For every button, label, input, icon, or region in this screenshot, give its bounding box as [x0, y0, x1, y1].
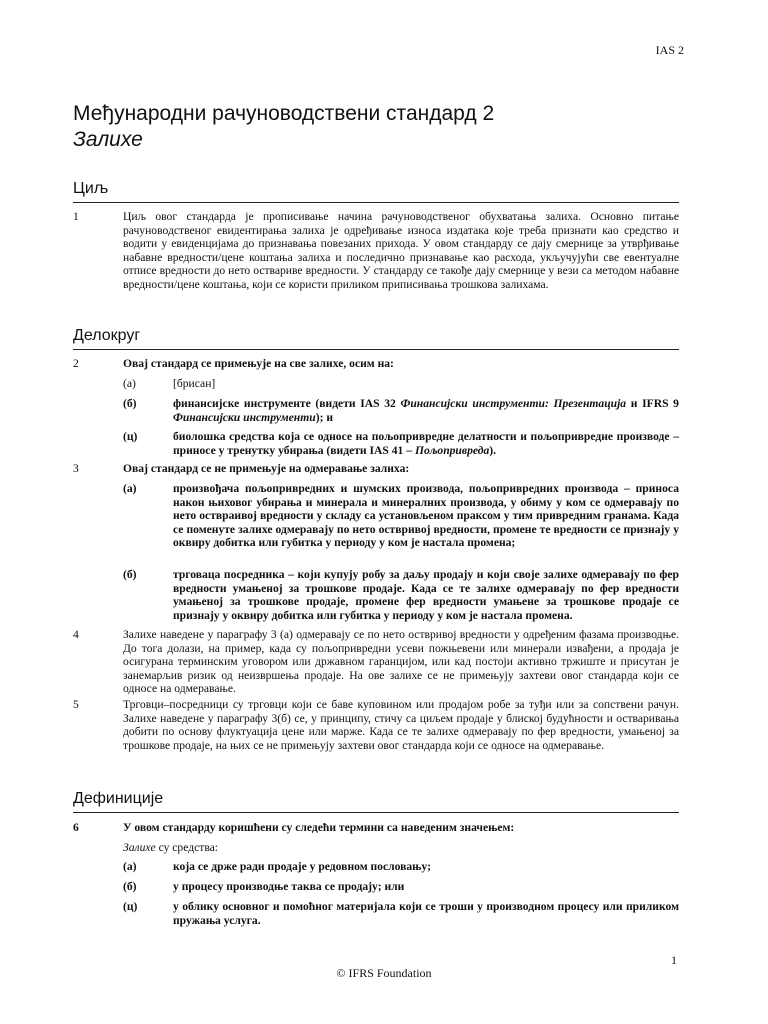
definition-term — [123, 841, 679, 855]
item-label: (а) — [123, 482, 137, 495]
item-text — [173, 430, 679, 457]
item-text: [брисан] — [173, 377, 216, 390]
text-segment: ). — [489, 443, 497, 457]
list-item-6c — [123, 900, 679, 927]
paragraph-text: Трговци–посредници су трговци који се баве куповином или продајом робе за туђи или за сопствени рачун. Залихе наведене у параграфу 3(б) се, у принципу, стичу са циљем продаје у блиској будућности и остваривања добити по основу флуктуација цене или марже. Када се те залихе одмеравају по фер вредности, умањеној за трошкове продаје, на њих се не примењују захтеви овог стандарда који се односе на одмеравање. — [123, 698, 679, 752]
section-objective — [73, 180, 679, 203]
item-text: трговаца посредника – који купују робу за даљу продају и који своје залихе одмеравају по фер вредности умањеној за трошкове продаје. Када се те залихе одмеравају по фер вредности умањеној за трошкове продаје, промене фер вредности умањене за трошкове продаје се признају у оквиру добитка или губитка у периоду у ком је настала промена. — [173, 568, 679, 622]
list-item-6b — [123, 880, 679, 894]
paragraph-text: Овај стандард се не примењује на одмеравање залиха: — [123, 462, 410, 475]
item-label: (а) — [123, 377, 136, 390]
paragraph-1 — [73, 210, 679, 292]
paragraph-text: У овом стандарду коришћени су следећи термини са наведеним значењем: — [123, 821, 515, 834]
paragraph-6 — [73, 821, 679, 835]
definition-term-line — [73, 841, 679, 855]
list-item-3b — [123, 568, 679, 622]
document-title: Међународни рачуноводствени стандард 2 — [73, 102, 495, 125]
item-text: која се држе ради продаје у редовном пословању; — [173, 860, 431, 873]
footer-copyright: © IFRS Foundation — [336, 966, 432, 980]
list-item-2c — [123, 430, 679, 457]
term-rest: су средства: — [155, 841, 219, 854]
paragraph-number: 2 — [73, 357, 79, 370]
text-segment: ); и — [315, 410, 334, 424]
item-label: (ц) — [123, 430, 138, 443]
italic-title: Финансијски инструменти — [173, 410, 316, 424]
paragraph-number: 6 — [73, 821, 79, 834]
item-text: произвођача пољопривредних и шумских производа, пољопривредних производа – приноса након њиховог убирања и минерала и минералних производа, у обиму у ком се одмеравају по нето оствраивој вредности у складу са установљеном праксом у тим привредним гранама. Када се поменуте залихе одмеравају по нето оствривој вредности, промене те вредности се признају у оквиру добитка или губитка у периоду у ком је настала промена; — [173, 482, 679, 550]
paragraph-number: 4 — [73, 628, 79, 641]
list-item-6a — [123, 860, 679, 874]
paragraph-4 — [73, 628, 679, 696]
term-italic: Залихе — [123, 841, 156, 854]
document-subtitle: Залихе — [73, 128, 143, 151]
item-label: (б) — [123, 397, 137, 410]
paragraph-number: 5 — [73, 698, 79, 711]
list-item-2b — [123, 397, 679, 424]
text-segment: биолошка средства која се односе на пољопривредне делатности и пољопривредне производе – приносе у тренутку убирања (видети IAS 41 – — [173, 430, 679, 457]
item-label: (б) — [123, 880, 137, 893]
list-item-3a — [123, 482, 679, 550]
list-item-2a — [123, 377, 679, 391]
paragraph-number: 1 — [73, 210, 79, 223]
italic-title: Финансијски инструменти: Презентација — [400, 397, 627, 410]
standard-code: IAS 2 — [655, 43, 684, 57]
section-heading-objective: Циљ — [73, 180, 679, 203]
paragraph-text: Циљ овог стандарда је прописивање начина рачуноводственог обухватања залиха. Основно питање рачуноводственог евидентирања залиха је одређивање износа издатака које треба признати као средство и водити у евиденцијама до признавања повезаних прихода. У овом стандарду се дају смернице за утврђивање набавне вредности/цене коштања залиха и последично признавање као расхода, укључујући све евентуалне отписе вредности до нето оствариве вредности. У стандарду се такође дају смернице у вези са методом набавне вредности/цене коштања, који се користи приликом приписивања трошкова залихама. — [123, 210, 679, 291]
paragraph-text: Овај стандард се примењује на све залихе, осим на: — [123, 357, 394, 370]
page-number: 1 — [671, 953, 677, 967]
section-definitions — [73, 790, 679, 813]
item-label: (а) — [123, 860, 137, 873]
item-text: у облику основног и помоћног материјала који се троши у производном процесу или приликом пружања услуга. — [173, 900, 679, 927]
italic-title: Пољопривреда — [414, 443, 490, 457]
text-segment: финансијске инструменте (видети IAS 32 — [173, 397, 401, 410]
section-heading-scope: Делокруг — [73, 327, 679, 350]
item-text — [173, 397, 679, 424]
paragraph-text: Залихе наведене у параграфу 3 (а) одмеравају се по нето оствривој вредности у одређеним фазама производње. До тога долази, на пример, када су пољопривредни усеви пожњевени или минерали извађени, а продаја је осигурана терминским уговором или државном гаранцијом, или кад постоји активно тржиште и присутан је занемарљив ризик од неизвршења продаје. На ове залихе се не примењују захтеви овог стандарда који се односе на одмеравање. — [123, 628, 679, 696]
text-segment: и IFRS 9 — [626, 397, 679, 410]
section-scope — [73, 327, 679, 350]
paragraph-number: 3 — [73, 462, 79, 475]
title-block — [73, 101, 683, 153]
paragraph-5 — [73, 698, 679, 752]
paragraph-3 — [73, 462, 679, 476]
item-text: у процесу производње таква се продају; или — [173, 880, 405, 893]
section-heading-definitions: Дефиниције — [73, 790, 679, 813]
paragraph-2 — [73, 357, 679, 371]
item-label: (б) — [123, 568, 137, 581]
item-label: (ц) — [123, 900, 138, 913]
